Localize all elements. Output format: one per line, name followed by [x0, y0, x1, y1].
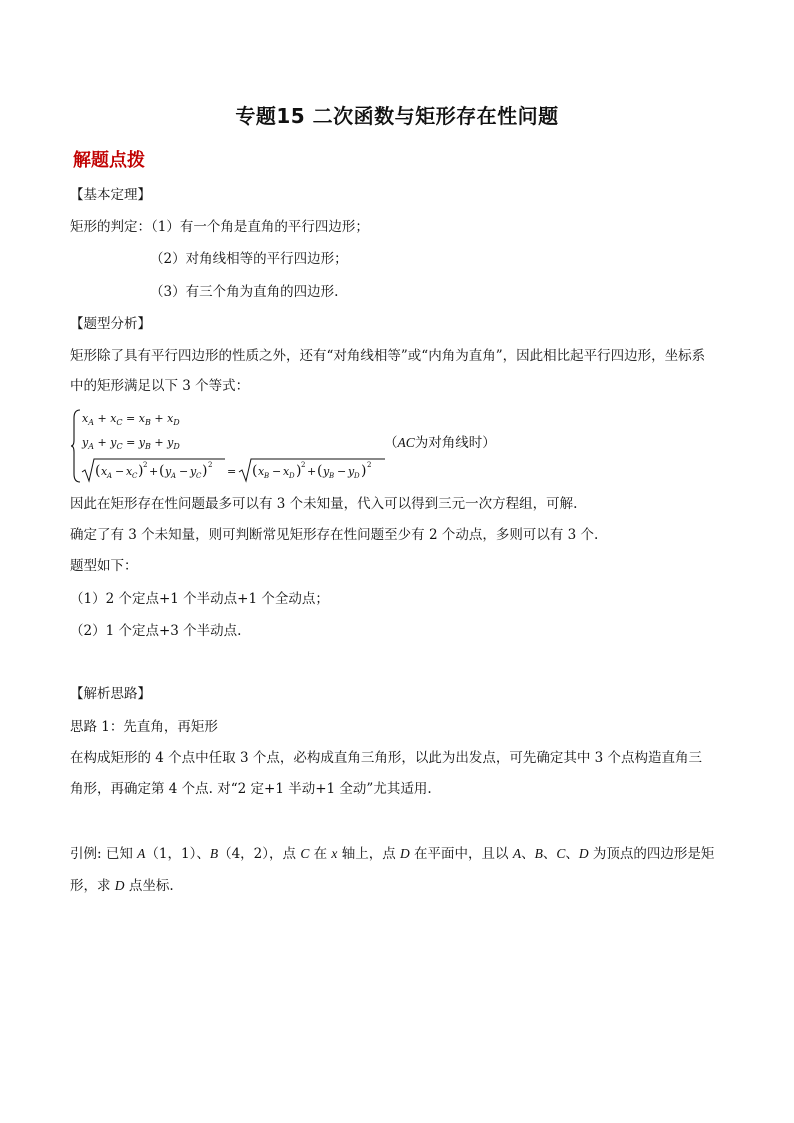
- svg-text:x: x: [126, 465, 133, 478]
- svg-text:A: A: [107, 472, 113, 480]
- analysis-para1-line2: 中的矩形满足以下 3 个等式：: [70, 378, 250, 394]
- example-line-1: 引例: 已知 A（1，1）、B（4，2），点 C 在 x 轴上，点 D 在平面中，且以 A、B、C、D 为顶点的四边形是矩: [70, 846, 715, 862]
- judgement-intro: 矩形的判定：（1）有一个角是直角的平行四边形；: [70, 219, 369, 235]
- svg-text:(: (: [159, 463, 165, 479]
- svg-text:C: C: [132, 472, 138, 480]
- svg-text:x: x: [283, 465, 290, 478]
- svg-text:2: 2: [143, 461, 148, 469]
- svg-text:x: x: [258, 465, 265, 478]
- svg-text:y: y: [165, 465, 172, 478]
- svg-text:y: y: [348, 465, 355, 478]
- svg-text:): ): [296, 463, 302, 479]
- svg-text:(: (: [95, 463, 101, 479]
- equation-note: （AC为对角线时）: [384, 435, 496, 451]
- approach-heading: 【解析思路】: [70, 686, 151, 702]
- svg-text:(: (: [252, 463, 258, 479]
- svg-text:+: +: [149, 465, 159, 478]
- equation-system: [70, 408, 400, 484]
- judgement-item-2: （2）对角线相等的平行四边形；: [150, 251, 348, 267]
- analysis-para1-line1: 矩形除了具有平行四边形的性质之外，还有“对角线相等”或“内角为直角”，因此相比起平行四边形，坐标系: [70, 348, 706, 364]
- svg-text:y: y: [190, 465, 197, 478]
- svg-text:D: D: [354, 472, 360, 480]
- judgement-item-3: （3）有三个角为直角的四边形.: [150, 284, 339, 300]
- svg-text:y: y: [323, 465, 330, 478]
- analysis-heading: 【题型分析】: [70, 316, 151, 332]
- analysis-para3: 确定了有 3 个未知量，则可判断常见矩形存在性问题至少有 2 个动点，多则可以有 3 个.: [70, 527, 599, 543]
- svg-text:): ): [138, 463, 144, 479]
- approach-para-line1: 在构成矩形的 4 个点中任取 3 个点，必构成直角三角形，以此为出发点，可先确定其中 3 个点构造直角三: [70, 750, 703, 766]
- type-item-1: （1）2 个定点+1 个半动点+1 个全动点；: [70, 591, 329, 607]
- svg-text:A: A: [171, 472, 177, 480]
- types-intro: 题型如下：: [70, 558, 138, 574]
- svg-text:−: −: [115, 465, 125, 478]
- svg-text:B: B: [264, 472, 270, 480]
- svg-text:C: C: [196, 472, 202, 480]
- svg-text:−: −: [272, 465, 282, 478]
- analysis-para2: 因此在矩形存在性问题最多可以有 3 个未知量，代入可以得到三元一次方程组，可解.: [70, 496, 578, 512]
- svg-text:(: (: [317, 463, 323, 479]
- equation-y: $y_A + y_C = y_B + y_D$: [82, 436, 180, 452]
- svg-text:2: 2: [208, 461, 213, 469]
- page-title: 专题15 二次函数与矩形存在性问题: [235, 104, 559, 128]
- approach-para-line2: 角形，再确定第 4 个点. 对“2 定+1 半动+1 全动”尤其适用.: [70, 781, 432, 797]
- svg-text:x: x: [101, 465, 108, 478]
- svg-text:2: 2: [301, 461, 306, 469]
- svg-text:): ): [361, 463, 367, 479]
- equation-x: $x_A + x_C = x_B + x_D$: [82, 412, 180, 428]
- section-heading: 解题点拨: [73, 150, 145, 171]
- svg-text:+: +: [307, 465, 317, 478]
- equation-diagonals: [80, 456, 400, 484]
- approach-idea-1: 思路 1：先直角，再矩形: [70, 719, 218, 735]
- svg-text:−: −: [179, 465, 189, 478]
- basic-theorem-heading: 【基本定理】: [70, 187, 151, 203]
- svg-text:2: 2: [367, 461, 372, 469]
- svg-text:=: =: [227, 465, 237, 478]
- svg-text:B: B: [329, 472, 335, 480]
- svg-text:): ): [202, 463, 208, 479]
- example-line-2: 形，求 D 点坐标.: [70, 878, 174, 894]
- svg-text:−: −: [337, 465, 347, 478]
- svg-text:D: D: [289, 472, 295, 480]
- type-item-2: （2）1 个定点+3 个半动点.: [70, 623, 242, 639]
